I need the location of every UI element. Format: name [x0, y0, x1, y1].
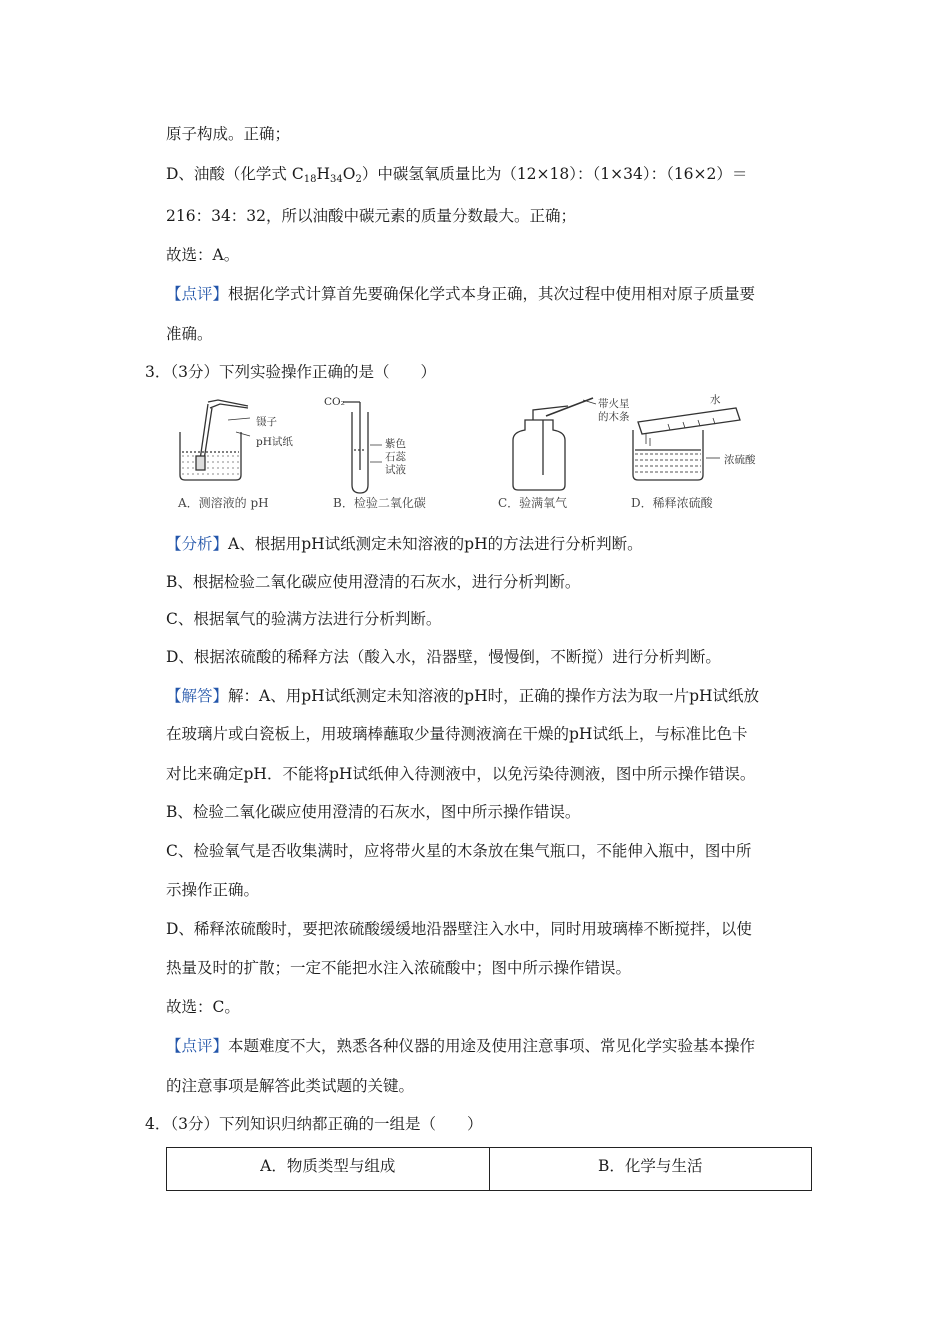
answer-line: 示操作正确。 [166, 881, 260, 899]
label-litmus: 石蕊 [385, 451, 406, 463]
answer-line: 在玻璃片或白瓷板上，用玻璃棒蘸取少量待测液滴在干燥的pH试纸上，与标准比色卡 [166, 725, 748, 743]
answer-line: C、检验氧气是否收集满时，应将带火星的木条放在集气瓶口，不能伸入瓶中，图中所 [166, 842, 752, 860]
subscript: 2 [355, 174, 362, 185]
label-stick: 带火星 [598, 398, 630, 410]
question-4-stem: 4．（3分）下列知识归纳都正确的一组是（ ） [145, 1115, 483, 1133]
review-text: 本题难度不大，熟悉各种仪器的用途及使用注意事项、常见化学实验基本操作 [228, 1037, 756, 1055]
beaker-d [633, 430, 703, 480]
gas-bottle [513, 420, 565, 490]
review-line: 的注意事项是解答此类试题的关键。 [166, 1077, 415, 1095]
experiment-figure [168, 390, 778, 515]
analysis-tag: 【分析】 [166, 535, 229, 553]
analysis-line: C、根据氧气的验满方法进行分析判断。 [166, 610, 442, 628]
label-acid: 浓硫酸 [724, 454, 756, 466]
analysis-text: A、根据用pH试纸测定未知溶液的pH的方法进行分析判断。 [228, 535, 643, 553]
stream [646, 434, 650, 446]
review-line [166, 1036, 755, 1056]
answer-line: 216：34：32，所以油酸中碳元素的质量分数最大。正确； [166, 207, 577, 225]
text-span: O [342, 165, 356, 183]
label-ph-paper: pH试纸 [256, 436, 293, 448]
table-header-a: A．物质类型与组成 [260, 1157, 396, 1175]
review-text: 根据化学式计算首先要确保化学式本身正确，其次过程中使用相对原子质量要 [228, 285, 756, 303]
subscript: 18 [303, 174, 317, 185]
label-stick: 的木条 [598, 411, 630, 423]
answer-line: D、稀释浓硫酸时，要把浓硫酸缓缓地沿器壁注入水中，同时用玻璃棒不断搅拌，以使 [166, 920, 752, 938]
label-litmus: 紫色 [385, 438, 406, 450]
analysis-line [166, 534, 643, 554]
answer-line: 原子构成。正确； [166, 125, 291, 143]
label-litmus: 试液 [385, 464, 406, 476]
caption-b: B．检验二氧化碳 [333, 496, 426, 510]
ph-paper [196, 456, 205, 470]
review-tag: 【点评】 [166, 1037, 229, 1055]
subscript: 34 [329, 174, 343, 185]
answer-line: B、检验二氧化碳应使用澄清的石灰水，图中所示操作错误。 [166, 803, 581, 821]
answer-line [166, 686, 759, 706]
caption-d: D．稀释浓硫酸 [631, 496, 713, 510]
answer-line: 对比来确定pH．不能将pH试纸伸入待测液中，以免污染待测液，图中所示操作错误。 [166, 765, 756, 783]
analysis-line: B、根据检验二氧化碳应使用澄清的石灰水，进行分析判断。 [166, 573, 581, 591]
tube-c [533, 406, 568, 475]
text-span: H [316, 165, 330, 183]
table-header-b: B．化学与生活 [489, 1148, 812, 1190]
knowledge-table [166, 1147, 812, 1191]
review-line: 准确。 [166, 325, 213, 343]
text-span: ）中碳氢氧质量比为（12×18）：（1×34）：（16×2）＝ [361, 165, 748, 183]
graduated-cylinder [638, 408, 740, 434]
answer-line: 热量及时的扩散；一定不能把水注入浓硫酸中；图中所示操作错误。 [166, 959, 632, 977]
label-water: 水 [710, 394, 721, 406]
analysis-line: D、根据浓硫酸的稀释方法（酸入水，沿器壁，慢慢倒，不断搅）进行分析判断。 [166, 648, 721, 666]
review-line [166, 284, 755, 304]
answer-tag: 【解答】 [166, 687, 229, 705]
review-tag: 【点评】 [166, 285, 229, 303]
beaker-a [180, 432, 241, 480]
label-tweezers: 镊子 [256, 416, 277, 428]
label-co2: CO₂ [324, 396, 345, 408]
caption-a: A．测溶液的 pH [178, 496, 269, 510]
caption-c: C．验满氧气 [498, 496, 568, 510]
formula-line [166, 164, 747, 184]
question-3-stem: 3．（3分）下列实验操作正确的是（ ） [145, 363, 436, 381]
answer-line: 故选：C。 [166, 998, 240, 1016]
answer-text: 解：A、用pH试纸测定未知溶液的pH时，正确的操作方法为取一片pH试纸放 [228, 687, 760, 705]
answer-line: 故选：A。 [166, 246, 240, 264]
text-span: D、油酸（化学式 C [166, 165, 304, 183]
tweezers [208, 400, 248, 408]
